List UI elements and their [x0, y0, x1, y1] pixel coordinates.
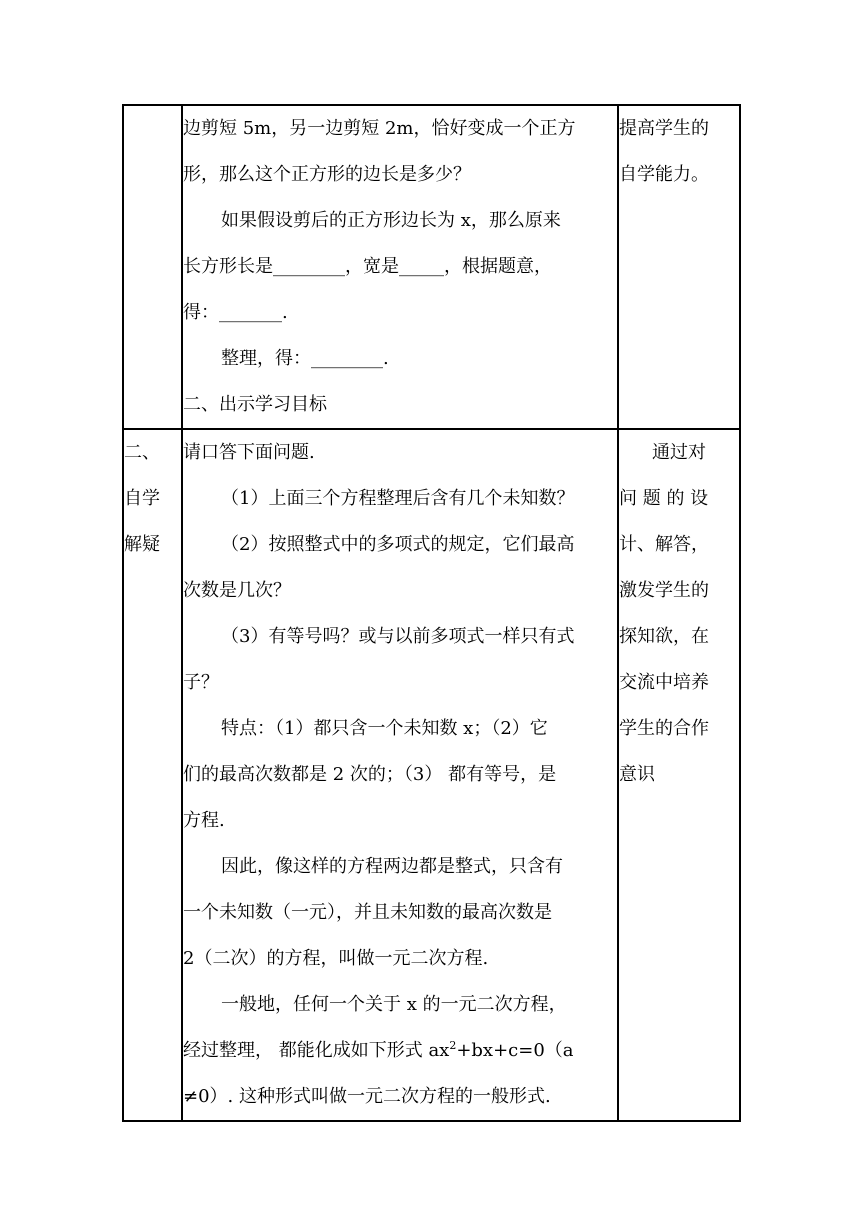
note-line: 意识: [619, 764, 655, 785]
text-line: （3）有等号吗？或与以前多项式一样只有式: [221, 626, 575, 647]
step-cell: [123, 429, 182, 1121]
text-line: ≠0）. 这种形式叫做一元二次方程的一般形式.: [183, 1086, 551, 1107]
lesson-plan-table: [122, 104, 741, 1122]
text-line: （2）按照整式中的多项式的规定，它们最高: [221, 534, 575, 555]
note-cell: [618, 105, 740, 429]
note-line: 自学能力。: [619, 164, 709, 185]
step-line: 解疑: [124, 534, 160, 555]
exponent: 2: [449, 1039, 457, 1052]
text-line: 们的最高次数都是 2 次的；（3） 都有等号，是: [183, 764, 557, 785]
table-row: [123, 105, 740, 429]
text-line: 形，那么这个正方形的边长是多少？: [183, 164, 471, 185]
note-line: 计、解答，: [619, 534, 709, 555]
step-line: 自学: [124, 488, 160, 509]
note-line: 激发学生的: [619, 580, 709, 601]
text-line: 边剪短 5m，另一边剪短 2m，恰好变成一个正方: [183, 118, 576, 139]
text-line: 方程.: [183, 810, 225, 831]
text-line: 一般地，任何一个关于 x 的一元二次方程，: [221, 994, 567, 1015]
text-line: （1）上面三个方程整理后含有几个未知数？: [221, 488, 575, 509]
text-line: 因此，像这样的方程两边都是整式，只含有: [221, 856, 563, 877]
table-row: [123, 429, 740, 1121]
text-line: 长方形长是________，宽是_____，根据题意，: [183, 256, 552, 277]
note-line: 问 题 的 设: [619, 488, 709, 509]
step-cell: [123, 105, 182, 429]
text-line: 整理，得：________.: [221, 348, 389, 369]
content-cell: [182, 429, 618, 1121]
note-line: 通过对: [652, 442, 706, 463]
text-line: 2（二次）的方程，叫做一元二次方程.: [183, 948, 489, 969]
note-line: 探知欲，在: [619, 626, 709, 647]
step-line: 二、: [124, 442, 160, 463]
text-line: 如果假设剪后的正方形边长为 x，那么原来: [221, 210, 561, 231]
text-line: 得：_______.: [183, 302, 288, 323]
text-line: [183, 1028, 617, 1074]
text-line: 一个未知数（一元），并且未知数的最高次数是: [183, 902, 552, 923]
section-heading: 二、出示学习目标: [183, 394, 327, 415]
note-cell: [618, 429, 740, 1121]
formula-text: +bx+c=0（a: [456, 1040, 574, 1061]
note-line: 交流中培养: [619, 672, 709, 693]
formula-text: 经过整理， 都能化成如下形式 ax: [183, 1040, 450, 1061]
text-line: 特点：（1）都只含一个未知数 x；（2）它: [221, 718, 548, 739]
text-line: 请口答下面问题.: [183, 442, 315, 463]
text-line: 次数是几次？: [183, 580, 291, 601]
note-line: 学生的合作: [619, 718, 709, 739]
note-line: 提高学生的: [619, 118, 709, 139]
text-line: 子？: [183, 672, 219, 693]
content-cell: [182, 105, 618, 429]
